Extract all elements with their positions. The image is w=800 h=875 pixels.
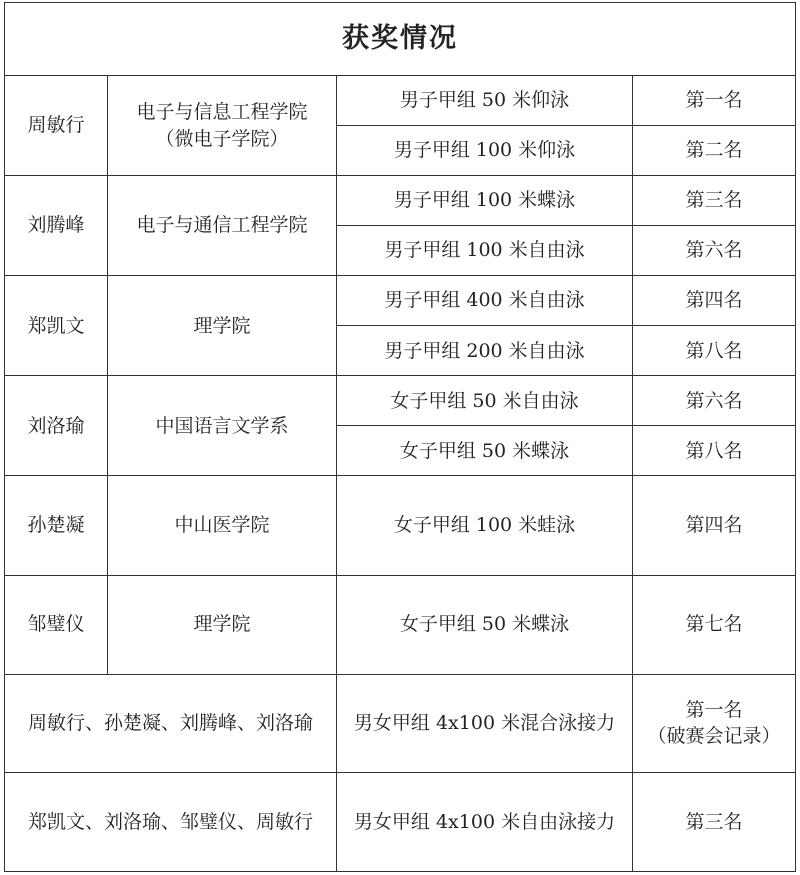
college-note: （微电子学院） <box>155 127 289 150</box>
athlete-name: 周敏行 <box>5 76 108 176</box>
title-row <box>5 3 796 76</box>
rank-cell: 第三名 <box>633 772 796 871</box>
college-name: 电子与信息工程学院 <box>136 101 308 124</box>
relay-row <box>5 772 796 871</box>
table-row <box>5 476 796 575</box>
awards-table <box>4 2 796 872</box>
rank-cell: 第三名 <box>633 176 796 226</box>
table-row <box>5 575 796 674</box>
rank-cell: 第一名 <box>633 76 796 126</box>
athlete-name: 孙楚凝 <box>5 476 108 575</box>
college-cell: 中山医学院 <box>108 476 337 575</box>
event-cell: 男子甲组 100 米仰泳 <box>337 126 633 176</box>
college-cell <box>108 76 337 176</box>
event-cell: 男子甲组 200 米自由泳 <box>337 326 633 376</box>
rank-cell: 第四名 <box>633 276 796 326</box>
college-cell: 电子与通信工程学院 <box>108 176 337 276</box>
college-cell: 理学院 <box>108 575 337 674</box>
rank-label: 第一名 <box>685 698 743 721</box>
event-cell: 男子甲组 100 米自由泳 <box>337 226 633 276</box>
rank-cell: 第二名 <box>633 126 796 176</box>
event-cell: 男子甲组 50 米仰泳 <box>337 76 633 126</box>
athlete-name: 刘洛瑜 <box>5 376 108 476</box>
athlete-name: 邹璧仪 <box>5 575 108 674</box>
athlete-name: 郑凯文 <box>5 276 108 376</box>
event-cell: 女子甲组 100 米蛙泳 <box>337 476 633 575</box>
relay-names: 周敏行、孙楚凝、刘腾峰、刘洛瑜 <box>5 674 337 772</box>
event-cell: 男女甲组 4x100 米自由泳接力 <box>337 772 633 871</box>
table-row <box>5 276 796 326</box>
rank-cell <box>633 674 796 772</box>
table-title: 获奖情况 <box>5 3 796 76</box>
athlete-name: 刘腾峰 <box>5 176 108 276</box>
table-row <box>5 76 796 126</box>
event-cell: 男女甲组 4x100 米混合泳接力 <box>337 674 633 772</box>
rank-cell: 第七名 <box>633 575 796 674</box>
relay-names: 郑凯文、刘洛瑜、邹璧仪、周敏行 <box>5 772 337 871</box>
event-cell: 男子甲组 400 米自由泳 <box>337 276 633 326</box>
event-cell: 女子甲组 50 米自由泳 <box>337 376 633 426</box>
relay-row <box>5 674 796 772</box>
rank-cell: 第六名 <box>633 226 796 276</box>
rank-cell: 第八名 <box>633 426 796 476</box>
event-cell: 男子甲组 100 米蝶泳 <box>337 176 633 226</box>
table-row <box>5 176 796 226</box>
event-cell: 女子甲组 50 米蝶泳 <box>337 575 633 674</box>
college-cell: 中国语言文学系 <box>108 376 337 476</box>
rank-cell: 第六名 <box>633 376 796 426</box>
rank-cell: 第八名 <box>633 326 796 376</box>
college-cell: 理学院 <box>108 276 337 376</box>
table-row <box>5 376 796 426</box>
event-cell: 女子甲组 50 米蝶泳 <box>337 426 633 476</box>
rank-cell: 第四名 <box>633 476 796 575</box>
rank-note: （破赛会记录） <box>647 725 781 748</box>
